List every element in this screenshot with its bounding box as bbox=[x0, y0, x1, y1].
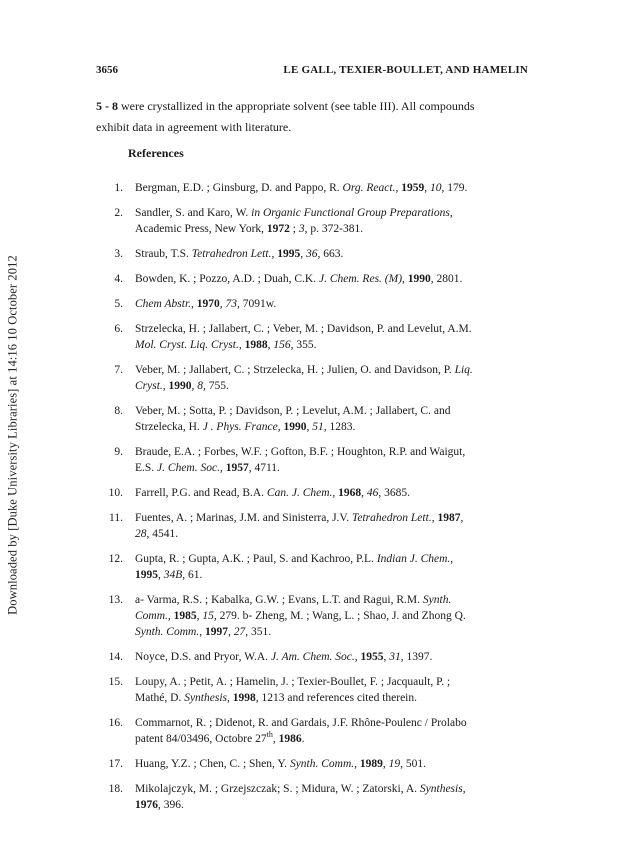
reference-italic-segment: 27 bbox=[233, 626, 246, 638]
reference-number: 3. bbox=[114, 248, 123, 260]
reference-line bbox=[135, 715, 528, 731]
reference-italic-segment: Chem Abstr. bbox=[135, 298, 192, 310]
reference-italic-segment: Mol. Cryst. Liq. Cryst. bbox=[135, 339, 239, 351]
reference-italic-segment: Synth. Comm. bbox=[135, 626, 200, 638]
reference-line bbox=[135, 608, 528, 624]
reference-item bbox=[100, 674, 528, 706]
reference-number: 4. bbox=[114, 273, 123, 285]
reference-year-segment: 1976 bbox=[135, 799, 158, 811]
reference-text bbox=[135, 205, 528, 237]
reference-text bbox=[135, 403, 528, 435]
reference-segment: , bbox=[277, 421, 284, 433]
reference-segment: a- Varma, R.S. ; Kabalka, G.W. ; Evans, L.T. and Ragui, R.M. bbox=[135, 594, 423, 606]
reference-item bbox=[100, 296, 528, 312]
reference-line bbox=[135, 403, 528, 419]
reference-year-segment: 1985 bbox=[173, 610, 197, 622]
reference-segment: Veber, M. ; Jallabert, C. ; Strzelecka, H. ; Julien, O. and Davidson, P. bbox=[135, 364, 455, 376]
reference-year-segment: 1957 bbox=[225, 462, 249, 474]
reference-line bbox=[135, 731, 528, 747]
download-stamp-text: Downloaded by [Duke University Libraries] at 14:16 10 October 2012 bbox=[5, 255, 20, 615]
reference-number: 6. bbox=[114, 323, 123, 335]
reference-italic-segment: 28 bbox=[135, 528, 147, 540]
reference-item bbox=[100, 781, 528, 813]
reference-line bbox=[135, 485, 528, 501]
reference-year-segment: 1972 bbox=[266, 223, 290, 235]
reference-segment: , bbox=[460, 512, 464, 524]
reference-segment: Loupy, A. ; Petit, A. ; Hamelin, J. ; Texier-Boullet, F. ; Jacquault, P. ; bbox=[135, 676, 451, 688]
reference-segment: Farrell, P.G. and Read, B.A. bbox=[135, 487, 267, 499]
reference-segment: Gupta, R. ; Gupta, A.K. ; Paul, S. and Kachroo, P.L. bbox=[135, 553, 377, 565]
reference-segment: , bbox=[382, 758, 389, 770]
reference-segment: , bbox=[395, 182, 402, 194]
reference-year-segment: 1988 bbox=[244, 339, 268, 351]
reference-segment: , 755. bbox=[203, 380, 229, 392]
reference-year-segment: 1995 bbox=[135, 569, 158, 581]
reference-item bbox=[100, 510, 528, 542]
compound-range: 5 - 8 bbox=[96, 99, 118, 113]
reference-italic-segment: Liq. bbox=[454, 364, 473, 376]
reference-segment: , bbox=[332, 487, 339, 499]
intro-line-2: exhibit data in agreement with literature. bbox=[96, 120, 292, 134]
reference-segment: Commarnot, R. ; Didenot, R. and Gardais, J.F. Rhône-Poulenc / Prolabo bbox=[135, 717, 467, 729]
reference-segment: , bbox=[219, 298, 226, 310]
reference-italic-segment: Comm. bbox=[135, 610, 168, 622]
reference-line bbox=[135, 756, 528, 772]
reference-segment: , p. 372-381. bbox=[304, 223, 364, 235]
reference-line bbox=[135, 460, 528, 476]
reference-line bbox=[135, 690, 528, 706]
reference-segment: , bbox=[196, 610, 203, 622]
reference-segment: , 7091w. bbox=[237, 298, 277, 310]
reference-segment: , bbox=[431, 512, 438, 524]
reference-text bbox=[135, 551, 528, 583]
reference-number: 13. bbox=[108, 594, 123, 606]
reference-italic-segment: 31 bbox=[389, 651, 401, 663]
reference-italic-segment: J. Chem. Res. (M) bbox=[319, 273, 403, 285]
reference-number: 10. bbox=[108, 487, 123, 499]
reference-year-segment: 1955 bbox=[360, 651, 384, 663]
reference-segment: , bbox=[199, 626, 205, 638]
reference-line bbox=[135, 624, 528, 640]
reference-segment: , 1213 and references cited therein. bbox=[255, 692, 417, 704]
reference-year-segment: 1989 bbox=[359, 758, 383, 770]
reference-segment: , 396. bbox=[158, 799, 184, 811]
reference-segment: , bbox=[300, 248, 306, 260]
reference-segment: Straub, T.S. bbox=[135, 248, 192, 260]
reference-item bbox=[100, 592, 528, 640]
reference-italic-segment: 156 bbox=[273, 339, 291, 351]
reference-segment: , bbox=[162, 380, 169, 392]
reference-line bbox=[135, 205, 528, 221]
reference-number: 17. bbox=[108, 758, 123, 770]
reference-italic-segment: 73 bbox=[225, 298, 238, 310]
reference-line bbox=[135, 649, 528, 665]
reference-segment: , bbox=[272, 733, 279, 745]
reference-segment: , bbox=[167, 610, 174, 622]
reference-number: 2. bbox=[114, 207, 123, 219]
reference-segment: , bbox=[450, 553, 454, 565]
reference-line bbox=[135, 337, 528, 353]
reference-segment: , bbox=[238, 339, 245, 351]
reference-line bbox=[135, 419, 528, 435]
reference-line bbox=[135, 551, 528, 567]
reference-text bbox=[135, 756, 528, 772]
reference-segment: , bbox=[354, 758, 360, 770]
reference-item bbox=[100, 205, 528, 237]
reference-list bbox=[100, 180, 528, 822]
reference-segment: , 2801. bbox=[430, 273, 463, 285]
reference-item bbox=[100, 551, 528, 583]
reference-segment: , 663. bbox=[317, 248, 344, 260]
reference-year-segment: 1995 bbox=[277, 248, 301, 260]
reference-segment: , 1397. bbox=[400, 651, 433, 663]
reference-italic-segment: Synthesis bbox=[184, 692, 227, 704]
reference-year-segment: 1987 bbox=[437, 512, 461, 524]
reference-italic-segment: Org. React. bbox=[342, 182, 396, 194]
reference-segment: , 4541. bbox=[146, 528, 179, 540]
reference-italic-segment: 19 bbox=[388, 758, 401, 770]
reference-italic-segment: in Organic Functional Group Preparations bbox=[251, 207, 450, 219]
reference-segment: Veber, M. ; Sotta, P. ; Davidson, P. ; Levelut, A.M. ; Jallabert, C. and bbox=[135, 405, 451, 417]
reference-segment: Mathé, D. bbox=[135, 692, 185, 704]
reference-segment: Sandler, S. and Karo, W. bbox=[135, 207, 252, 219]
reference-segment: Strzelecka, H. ; Jallabert, C. ; Veber, M. ; Davidson, P. and Levelut, A.M. bbox=[135, 323, 472, 335]
reference-text bbox=[135, 296, 528, 312]
reference-line bbox=[135, 674, 528, 690]
reference-text bbox=[135, 715, 528, 747]
reference-segment: Strzelecka, H. bbox=[135, 421, 203, 433]
reference-number: 12. bbox=[108, 553, 123, 565]
reference-segment: Braude, E.A. ; Forbes, W.F. ; Gofton, B.F. ; Houghton, R.P. and Waigut, bbox=[135, 446, 466, 458]
reference-superscript: th bbox=[266, 730, 273, 740]
reference-item bbox=[100, 485, 528, 501]
intro-paragraph bbox=[96, 96, 528, 138]
running-head: LE GALL, TEXIER-BOULLET, AND HAMELIN bbox=[283, 64, 528, 76]
reference-line bbox=[135, 296, 528, 312]
reference-segment: , bbox=[191, 298, 197, 310]
reference-italic-segment: J . Phys. France bbox=[202, 421, 278, 433]
reference-number: 11. bbox=[109, 512, 123, 524]
reference-text bbox=[135, 649, 528, 665]
reference-year-segment: 1990 bbox=[283, 421, 307, 433]
reference-italic-segment: 8 bbox=[197, 380, 204, 392]
reference-year-segment: 1970 bbox=[196, 298, 220, 310]
reference-number: 15. bbox=[108, 676, 123, 688]
reference-line bbox=[135, 378, 528, 394]
references-heading: References bbox=[128, 146, 184, 160]
reference-text bbox=[135, 321, 528, 353]
reference-segment: , 179. bbox=[441, 182, 468, 194]
reference-segment: patent 84/03496, Octobre 27 bbox=[135, 733, 267, 745]
reference-segment: , 279. b- Zheng, M. ; Wang, L. ; Shao, J. and Zhong Q. bbox=[213, 610, 466, 622]
page-header bbox=[96, 64, 528, 82]
reference-italic-segment: Synth. bbox=[422, 594, 452, 606]
reference-item bbox=[100, 649, 528, 665]
reference-italic-segment: 34B bbox=[163, 569, 183, 581]
reference-segment: , 1283. bbox=[323, 421, 356, 433]
reference-segment: , 501. bbox=[400, 758, 427, 770]
intro-line-1 bbox=[96, 96, 528, 117]
reference-year-segment: 1959 bbox=[401, 182, 425, 194]
reference-item bbox=[100, 246, 528, 262]
reference-year-segment: 1986 bbox=[278, 733, 302, 745]
reference-year-segment: 1990 bbox=[407, 273, 431, 285]
reference-line bbox=[135, 592, 528, 608]
reference-line bbox=[135, 510, 528, 526]
page-number: 3656 bbox=[96, 64, 118, 76]
reference-italic-segment: 3 bbox=[298, 223, 305, 235]
reference-line bbox=[135, 526, 528, 542]
reference-text bbox=[135, 592, 528, 640]
reference-segment: , bbox=[191, 380, 198, 392]
reference-italic-segment: 15 bbox=[202, 610, 214, 622]
reference-segment: Fuentes, A. ; Marinas, J.M. and Sinisterra, J.V. bbox=[135, 512, 353, 524]
reference-segment: . bbox=[301, 733, 305, 745]
reference-italic-segment: Tetrahedron Lett. bbox=[191, 248, 272, 260]
reference-segment: Noyce, D.S. and Pryor, W.A. bbox=[135, 651, 271, 663]
reference-italic-segment: 10 bbox=[429, 182, 442, 194]
reference-segment: Bergman, E.D. ; Ginsburg, D. and Pappo, R. bbox=[135, 182, 343, 194]
reference-item bbox=[100, 444, 528, 476]
reference-segment: , bbox=[361, 487, 367, 499]
reference-item bbox=[100, 362, 528, 394]
reference-segment: , 61. bbox=[182, 569, 203, 581]
reference-item bbox=[100, 271, 528, 287]
reference-italic-segment: J. Chem. Soc. bbox=[157, 462, 220, 474]
reference-text bbox=[135, 444, 528, 476]
reference-italic-segment: 46 bbox=[366, 487, 379, 499]
reference-item bbox=[100, 180, 528, 196]
reference-segment: , 3685. bbox=[378, 487, 411, 499]
reference-italic-segment: Tetrahedron Lett. bbox=[352, 512, 432, 524]
reference-segment: , 355. bbox=[290, 339, 317, 351]
reference-segment: Academic Press, New York, bbox=[135, 223, 267, 235]
reference-italic-segment: J. Am. Chem. Soc. bbox=[270, 651, 355, 663]
reference-segment: Mikolajczyk, M. ; Grzejszczak; S. ; Midura, W. ; Zatorski, A. bbox=[135, 783, 420, 795]
reference-line bbox=[135, 781, 528, 797]
reference-line bbox=[135, 221, 528, 237]
reference-number: 5. bbox=[114, 298, 123, 310]
reference-item bbox=[100, 403, 528, 435]
reference-item bbox=[100, 756, 528, 772]
reference-text bbox=[135, 674, 528, 706]
reference-line bbox=[135, 271, 528, 287]
reference-number: 8. bbox=[114, 405, 123, 417]
reference-segment: , bbox=[424, 182, 430, 194]
reference-segment: , bbox=[462, 783, 466, 795]
reference-segment: , bbox=[271, 248, 278, 260]
reference-segment: Huang, Y.Z. ; Chen, C. ; Shen, Y. bbox=[135, 758, 290, 770]
reference-line bbox=[135, 797, 528, 813]
reference-italic-segment: 51 bbox=[312, 421, 324, 433]
reference-line bbox=[135, 444, 528, 460]
reference-line bbox=[135, 246, 528, 262]
reference-italic-segment: Cryst. bbox=[135, 380, 163, 392]
reference-segment: , 351. bbox=[245, 626, 272, 638]
reference-text bbox=[135, 485, 528, 501]
reference-text bbox=[135, 246, 528, 262]
reference-text bbox=[135, 180, 528, 196]
reference-segment: , bbox=[158, 569, 164, 581]
intro-line-1-text: were crystallized in the appropriate solvent (see table III). All compounds bbox=[118, 99, 475, 113]
reference-italic-segment: Can. J. Chem. bbox=[266, 487, 333, 499]
reference-year-segment: 1990 bbox=[168, 380, 192, 392]
reference-italic-segment: 36 bbox=[305, 248, 318, 260]
reference-item bbox=[100, 321, 528, 353]
reference-text bbox=[135, 781, 528, 813]
reference-text bbox=[135, 362, 528, 394]
reference-number: 9. bbox=[114, 446, 123, 458]
reference-text bbox=[135, 271, 528, 287]
reference-line bbox=[135, 180, 528, 196]
reference-year-segment: 1998 bbox=[232, 692, 256, 704]
reference-segment: , bbox=[227, 692, 233, 704]
reference-line bbox=[135, 362, 528, 378]
reference-segment: , bbox=[402, 273, 408, 285]
reference-segment: E.S. bbox=[135, 462, 158, 474]
reference-number: 14. bbox=[108, 651, 123, 663]
reference-number: 1. bbox=[114, 182, 123, 194]
reference-line bbox=[135, 321, 528, 337]
reference-italic-segment: Synthesis bbox=[419, 783, 463, 795]
reference-number: 16. bbox=[108, 717, 123, 729]
reference-text bbox=[135, 510, 528, 542]
reference-segment: , bbox=[383, 651, 390, 663]
reference-segment: , bbox=[267, 339, 274, 351]
reference-year-segment: 1997 bbox=[204, 626, 228, 638]
reference-segment: ; bbox=[289, 223, 299, 235]
reference-italic-segment: Indian J. Chem. bbox=[376, 553, 451, 565]
reference-item bbox=[100, 715, 528, 747]
reference-year-segment: 1968 bbox=[338, 487, 362, 499]
reference-segment: Bowden, K. ; Pozzo, A.D. ; Duah, C.K. bbox=[135, 273, 319, 285]
download-stamp bbox=[0, 0, 26, 864]
reference-number: 18. bbox=[108, 783, 123, 795]
reference-segment: , bbox=[449, 207, 453, 219]
reference-segment: , bbox=[354, 651, 361, 663]
reference-line bbox=[135, 567, 528, 583]
reference-segment: , bbox=[306, 421, 313, 433]
reference-segment: , bbox=[227, 626, 234, 638]
reference-segment: , bbox=[219, 462, 226, 474]
reference-number: 7. bbox=[114, 364, 123, 376]
reference-italic-segment: Synth. Comm. bbox=[289, 758, 355, 770]
reference-segment: , 4711. bbox=[248, 462, 280, 474]
